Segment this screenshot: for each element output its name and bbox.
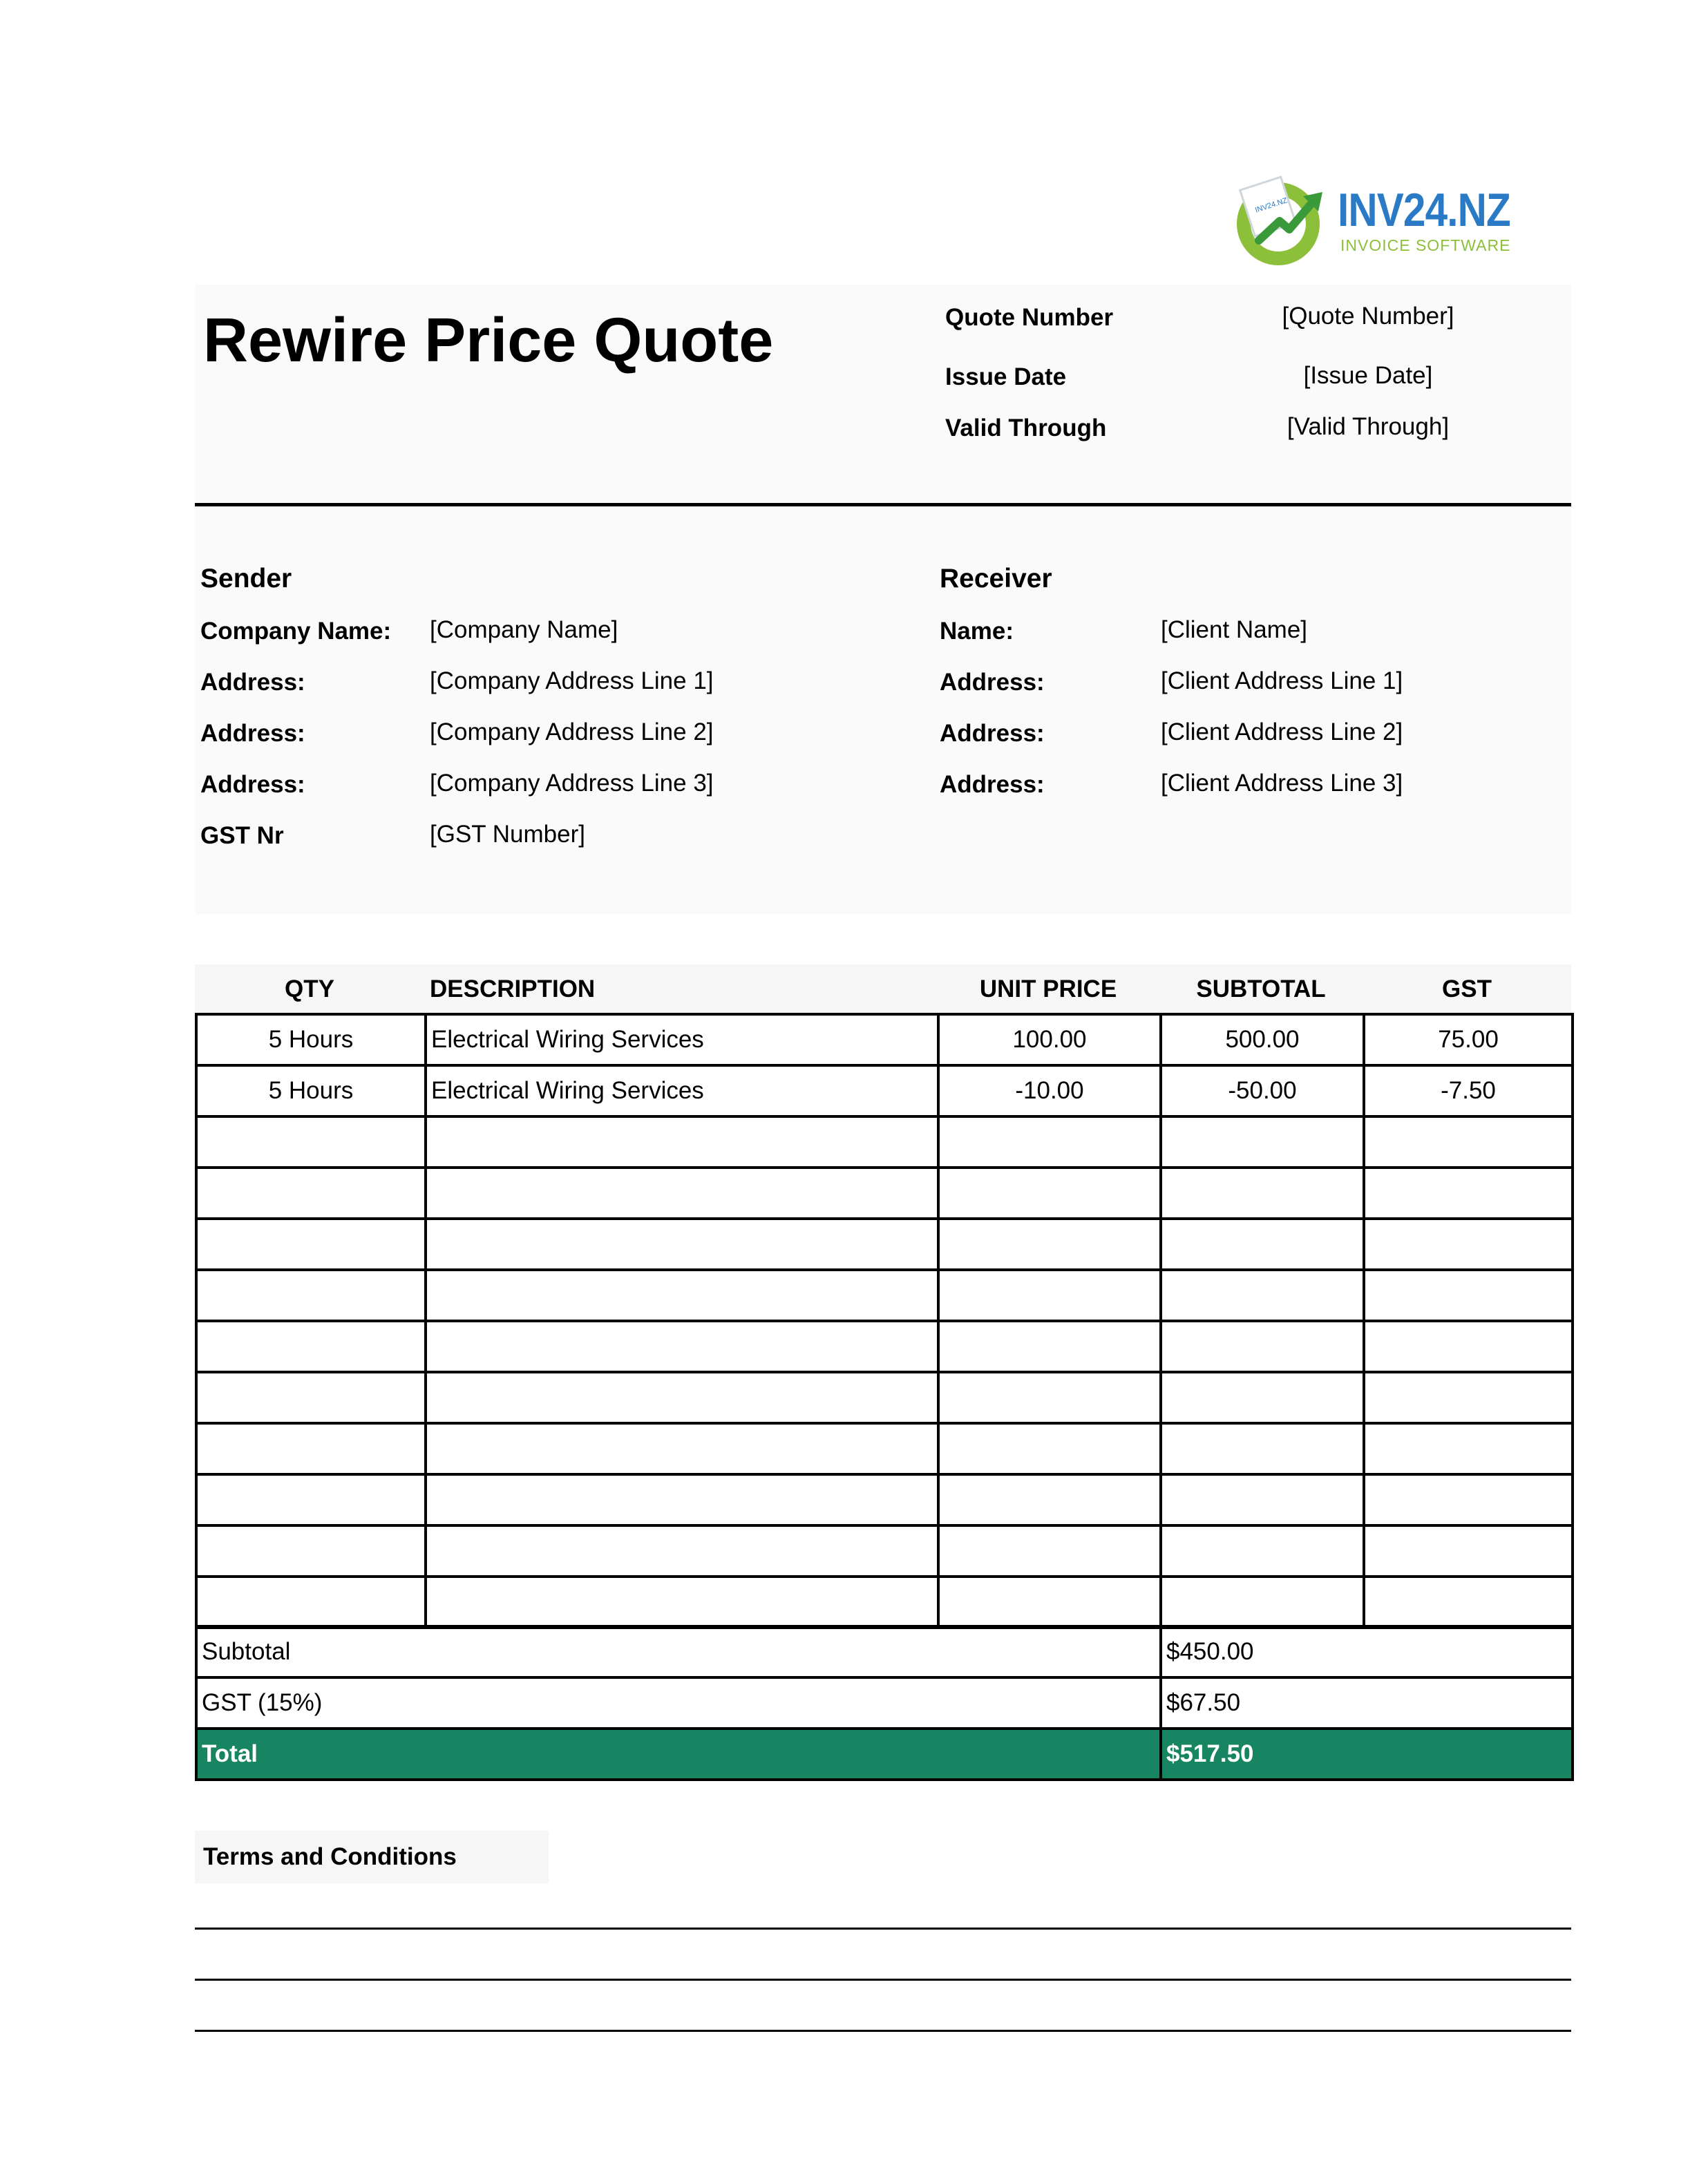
item-gst <box>1364 1168 1573 1219</box>
logo-name: INV24.NZ <box>1338 184 1510 236</box>
quote-number-value: [Quote Number] <box>1282 303 1454 330</box>
item-description: Electrical Wiring Services <box>426 1065 938 1116</box>
column-header-qty: QTY <box>285 976 334 1002</box>
item-description <box>426 1423 938 1474</box>
item-gst <box>1364 1423 1573 1474</box>
item-gst <box>1364 1321 1573 1372</box>
gst-label: GST (15%) <box>196 1677 1161 1729</box>
item-unit-price <box>938 1270 1161 1321</box>
quote-number-label: Quote Number <box>945 304 1114 331</box>
receiver-heading: Receiver <box>940 564 1052 593</box>
item-gst: 75.00 <box>1364 1014 1573 1065</box>
receiver-label: Name: <box>940 618 1014 645</box>
sender-label: Company Name: <box>200 618 392 645</box>
company-logo <box>1231 173 1521 267</box>
item-unit-price <box>938 1168 1161 1219</box>
column-header-subtotal: SUBTOTAL <box>1196 976 1326 1002</box>
table-row <box>196 1321 1573 1372</box>
item-gst <box>1364 1372 1573 1423</box>
item-subtotal <box>1161 1321 1364 1372</box>
column-header-gst: GST <box>1442 976 1492 1002</box>
item-qty <box>196 1474 426 1525</box>
total-value: $517.50 <box>1161 1729 1573 1780</box>
item-description <box>426 1219 938 1270</box>
item-gst <box>1364 1474 1573 1525</box>
sender-heading: Sender <box>200 564 292 593</box>
receiver-label: Address: <box>940 720 1045 747</box>
item-subtotal <box>1161 1474 1364 1525</box>
totals-table <box>195 1625 1574 1781</box>
table-row <box>196 1065 1573 1116</box>
item-subtotal <box>1161 1423 1364 1474</box>
item-description <box>426 1168 938 1219</box>
item-unit-price <box>938 1372 1161 1423</box>
line-items-table <box>195 1013 1574 1629</box>
item-qty <box>196 1372 426 1423</box>
item-description <box>426 1116 938 1168</box>
item-description <box>426 1474 938 1525</box>
total-label: Total <box>196 1729 1161 1780</box>
column-header-description: DESCRIPTION <box>430 976 596 1002</box>
table-row <box>196 1168 1573 1219</box>
sender-label: Address: <box>200 720 305 747</box>
item-description <box>426 1525 938 1577</box>
item-subtotal <box>1161 1116 1364 1168</box>
item-gst <box>1364 1577 1573 1628</box>
item-qty <box>196 1577 426 1628</box>
item-subtotal <box>1161 1525 1364 1577</box>
terms-title: Terms and Conditions <box>203 1843 457 1870</box>
item-unit-price: -10.00 <box>938 1065 1161 1116</box>
column-header-unit-price: UNIT PRICE <box>979 976 1117 1002</box>
item-subtotal <box>1161 1372 1364 1423</box>
item-gst <box>1364 1525 1573 1577</box>
total-row <box>196 1729 1573 1780</box>
logo-tagline: INVOICE SOFTWARE <box>1340 236 1511 254</box>
item-description: Electrical Wiring Services <box>426 1014 938 1065</box>
gst-value: $67.50 <box>1161 1677 1573 1729</box>
terms-line <box>195 1979 1571 1981</box>
sender-value: [GST Number] <box>430 821 585 848</box>
item-qty <box>196 1270 426 1321</box>
subtotal-row <box>196 1626 1573 1677</box>
receiver-label: Address: <box>940 771 1045 798</box>
logo-mark-icon <box>1231 173 1335 267</box>
item-subtotal <box>1161 1270 1364 1321</box>
sender-value: [Company Address Line 3] <box>430 770 714 797</box>
item-description <box>426 1372 938 1423</box>
item-qty <box>196 1525 426 1577</box>
issue-date-value: [Issue Date] <box>1303 362 1433 389</box>
table-row <box>196 1577 1573 1628</box>
sender-label: GST Nr <box>200 822 284 849</box>
receiver-value: [Client Address Line 2] <box>1161 719 1403 745</box>
table-row <box>196 1116 1573 1168</box>
receiver-value: [Client Address Line 3] <box>1161 770 1403 797</box>
table-row <box>196 1219 1573 1270</box>
item-unit-price <box>938 1423 1161 1474</box>
item-qty <box>196 1116 426 1168</box>
terms-line <box>195 1928 1571 1930</box>
sender-value: [Company Name] <box>430 616 618 643</box>
item-qty <box>196 1168 426 1219</box>
table-row <box>196 1270 1573 1321</box>
valid-through-label: Valid Through <box>945 415 1107 441</box>
subtotal-value: $450.00 <box>1161 1626 1573 1677</box>
item-gst <box>1364 1116 1573 1168</box>
item-qty: 5 Hours <box>196 1065 426 1116</box>
item-gst <box>1364 1219 1573 1270</box>
gst-row <box>196 1677 1573 1729</box>
sender-label: Address: <box>200 669 305 696</box>
valid-through-value: [Valid Through] <box>1287 413 1450 440</box>
item-gst: -7.50 <box>1364 1065 1573 1116</box>
item-qty <box>196 1321 426 1372</box>
item-subtotal <box>1161 1577 1364 1628</box>
table-row <box>196 1372 1573 1423</box>
table-row <box>196 1525 1573 1577</box>
item-qty <box>196 1423 426 1474</box>
parties-section <box>195 506 1571 914</box>
item-unit-price <box>938 1219 1161 1270</box>
table-row <box>196 1014 1573 1065</box>
item-unit-price <box>938 1116 1161 1168</box>
table-row <box>196 1423 1573 1474</box>
item-description <box>426 1577 938 1628</box>
item-description <box>426 1321 938 1372</box>
sender-label: Address: <box>200 771 305 798</box>
sender-value: [Company Address Line 1] <box>430 667 714 694</box>
item-unit-price <box>938 1321 1161 1372</box>
item-unit-price <box>938 1577 1161 1628</box>
item-subtotal: -50.00 <box>1161 1065 1364 1116</box>
item-unit-price <box>938 1474 1161 1525</box>
item-unit-price <box>938 1525 1161 1577</box>
item-description <box>426 1270 938 1321</box>
logo-badge-text: INV24.NZ <box>1254 196 1289 215</box>
item-qty <box>196 1219 426 1270</box>
sender-value: [Company Address Line 2] <box>430 719 714 745</box>
item-subtotal: 500.00 <box>1161 1014 1364 1065</box>
table-row <box>196 1474 1573 1525</box>
item-gst <box>1364 1270 1573 1321</box>
receiver-label: Address: <box>940 669 1045 696</box>
issue-date-label: Issue Date <box>945 363 1067 390</box>
terms-line <box>195 2030 1571 2032</box>
subtotal-label: Subtotal <box>196 1626 1161 1677</box>
item-subtotal <box>1161 1168 1364 1219</box>
item-subtotal <box>1161 1219 1364 1270</box>
item-unit-price: 100.00 <box>938 1014 1161 1065</box>
page-title: Rewire Price Quote <box>203 306 774 375</box>
receiver-value: [Client Name] <box>1161 616 1308 643</box>
receiver-value: [Client Address Line 1] <box>1161 667 1403 694</box>
item-qty: 5 Hours <box>196 1014 426 1065</box>
